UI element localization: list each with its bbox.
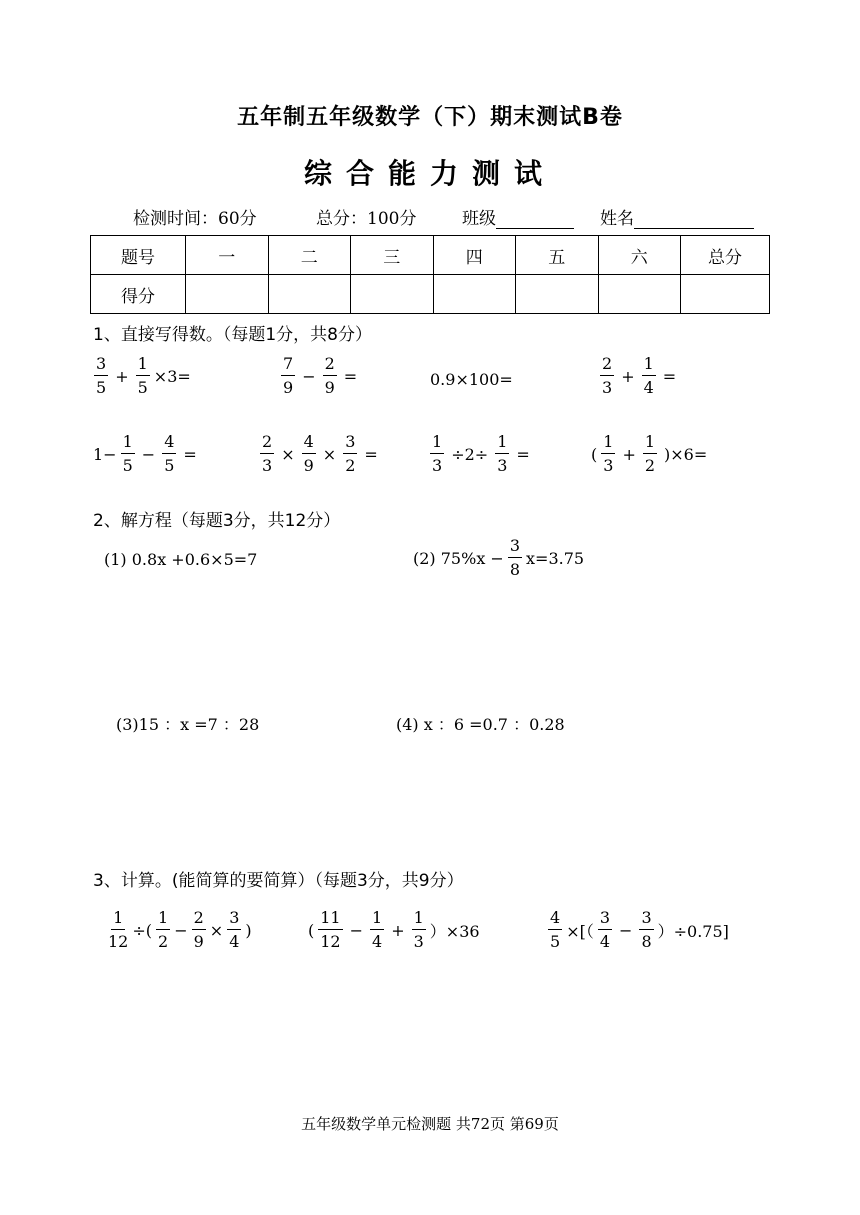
name-field: [600, 204, 754, 229]
fraction: $\frac{3}{5}$: [96, 354, 107, 397]
header-cell: 总分: [681, 236, 770, 275]
operator: +: [115, 366, 129, 386]
class-label: 班级: [462, 209, 496, 229]
calc-3: [544, 910, 729, 950]
header-cell: 四: [433, 236, 516, 275]
problem-5: [93, 434, 200, 474]
operator: ×: [322, 444, 337, 464]
fraction: $\frac{3}{8}$: [509, 536, 521, 579]
fraction: $\frac{2}{3}$: [602, 354, 613, 397]
score-cell[interactable]: [598, 275, 681, 314]
fraction: $\frac{1}{3}$: [432, 432, 443, 475]
fraction: $\frac{11}{12}$: [320, 908, 341, 951]
operator: +: [621, 366, 635, 386]
operator: −: [619, 920, 633, 940]
operator: ×[（: [566, 921, 594, 941]
operator: =: [364, 444, 378, 464]
problem-6: [256, 434, 381, 474]
equation-1: (1) 0.8x +0.6×5=7: [104, 550, 258, 569]
header-cell: 六: [598, 236, 681, 275]
problem-7: [426, 434, 533, 474]
operator: +: [622, 444, 636, 464]
operator: ）÷0.75]: [657, 921, 729, 941]
page-footer: 五年级数学单元检测题 共72页 第69页: [301, 1115, 559, 1133]
header-cell: 题号: [91, 236, 186, 275]
fraction: $\frac{1}{5}$: [122, 432, 133, 475]
section2-heading: 2、解方程（每题3分，共12分）: [93, 511, 341, 531]
score-header-row: [91, 236, 770, 275]
score-row: [91, 275, 770, 314]
operator: −: [174, 920, 188, 940]
fraction: $\frac{1}{12}$: [108, 908, 129, 951]
fraction: $\frac{3}{2}$: [345, 432, 356, 475]
problem-3: [430, 370, 513, 389]
expression: (2) 75%x −: [413, 548, 504, 568]
operator: ÷(: [132, 920, 153, 940]
fraction: $\frac{7}{9}$: [283, 354, 294, 397]
fraction: $\frac{1}{2}$: [158, 908, 169, 951]
equation-3: (3)15 ：x =7 ：28: [116, 715, 260, 734]
operator: ×: [209, 920, 224, 940]
operator: =: [662, 366, 677, 386]
expression: 0.9×100=: [430, 370, 513, 389]
operator: −: [302, 366, 316, 386]
fraction: $\frac{3}{4}$: [599, 908, 611, 951]
fraction: $\frac{1}{5}$: [137, 354, 148, 397]
operator: )×6=: [664, 444, 708, 464]
fraction: $\frac{4}{5}$: [550, 908, 561, 951]
problem-4: [596, 356, 679, 396]
fraction: $\frac{1}{3}$: [413, 908, 424, 951]
problem-2: [277, 356, 360, 396]
fraction: $\frac{3}{8}$: [641, 908, 652, 951]
header-cell: 二: [268, 236, 351, 275]
calc-1: [104, 910, 252, 950]
exam-title: 五年制五年级数学（下）期末测试B卷: [237, 105, 623, 130]
expression: x=3.75: [526, 548, 585, 568]
equation-2: [413, 538, 584, 578]
score-label-cell: 得分: [91, 275, 186, 314]
fraction: $\frac{1}{3}$: [603, 432, 614, 475]
test-time: 检测时间：60分: [133, 209, 257, 229]
header-cell: 五: [516, 236, 599, 275]
fraction: $\frac{1}{4}$: [643, 354, 654, 397]
fraction: $\frac{1}{4}$: [372, 908, 383, 951]
fraction: $\frac{3}{4}$: [229, 908, 240, 951]
operator: (: [591, 444, 598, 464]
operator: −: [141, 444, 156, 464]
header-cell: 三: [351, 236, 434, 275]
score-cell[interactable]: [268, 275, 351, 314]
score-cell[interactable]: [681, 275, 770, 314]
score-cell[interactable]: [516, 275, 599, 314]
equation-4: (4) x ：6 =0.7 ：0.28: [396, 715, 565, 734]
score-table: [90, 235, 770, 314]
score-cell[interactable]: [186, 275, 269, 314]
fraction: $\frac{4}{5}$: [164, 432, 175, 475]
operator: =: [343, 366, 358, 386]
operator: ×3=: [153, 366, 191, 386]
name-label: 姓名: [600, 209, 634, 229]
fraction: $\frac{2}{9}$: [193, 908, 204, 951]
section3-heading: 3、计算。(能简算的要简算）（每题3分，共9分）: [93, 871, 464, 891]
operator: 1−: [93, 444, 117, 464]
score-cell[interactable]: [351, 275, 434, 314]
operator: ): [245, 920, 252, 940]
problem-8: [591, 434, 710, 474]
fraction: $\frac{4}{9}$: [303, 432, 314, 475]
operator: ×: [281, 444, 295, 464]
operator: −: [349, 920, 364, 940]
operator: (: [308, 920, 315, 940]
score-cell[interactable]: [433, 275, 516, 314]
header-cell: 一: [186, 236, 269, 275]
exam-subtitle: 综合能力测试: [303, 157, 556, 190]
fraction: $\frac{2}{9}$: [324, 354, 335, 397]
name-blank[interactable]: [634, 210, 754, 229]
class-blank[interactable]: [496, 210, 574, 229]
operator: +: [391, 920, 405, 940]
operator: ÷2÷: [451, 444, 489, 464]
operator: =: [183, 444, 197, 464]
calc-2: [308, 910, 480, 950]
total-score: 总分：100分: [316, 209, 417, 229]
problem-1: [90, 356, 191, 396]
operator: =: [516, 444, 530, 464]
fraction: $\frac{1}{2}$: [644, 432, 656, 475]
fraction: $\frac{2}{3}$: [262, 432, 273, 475]
operator: ）×36: [429, 921, 480, 941]
class-field: [462, 204, 574, 229]
fraction: $\frac{1}{3}$: [497, 432, 508, 475]
section1-heading: 1、直接写得数。（每题1分，共8分）: [93, 325, 372, 345]
